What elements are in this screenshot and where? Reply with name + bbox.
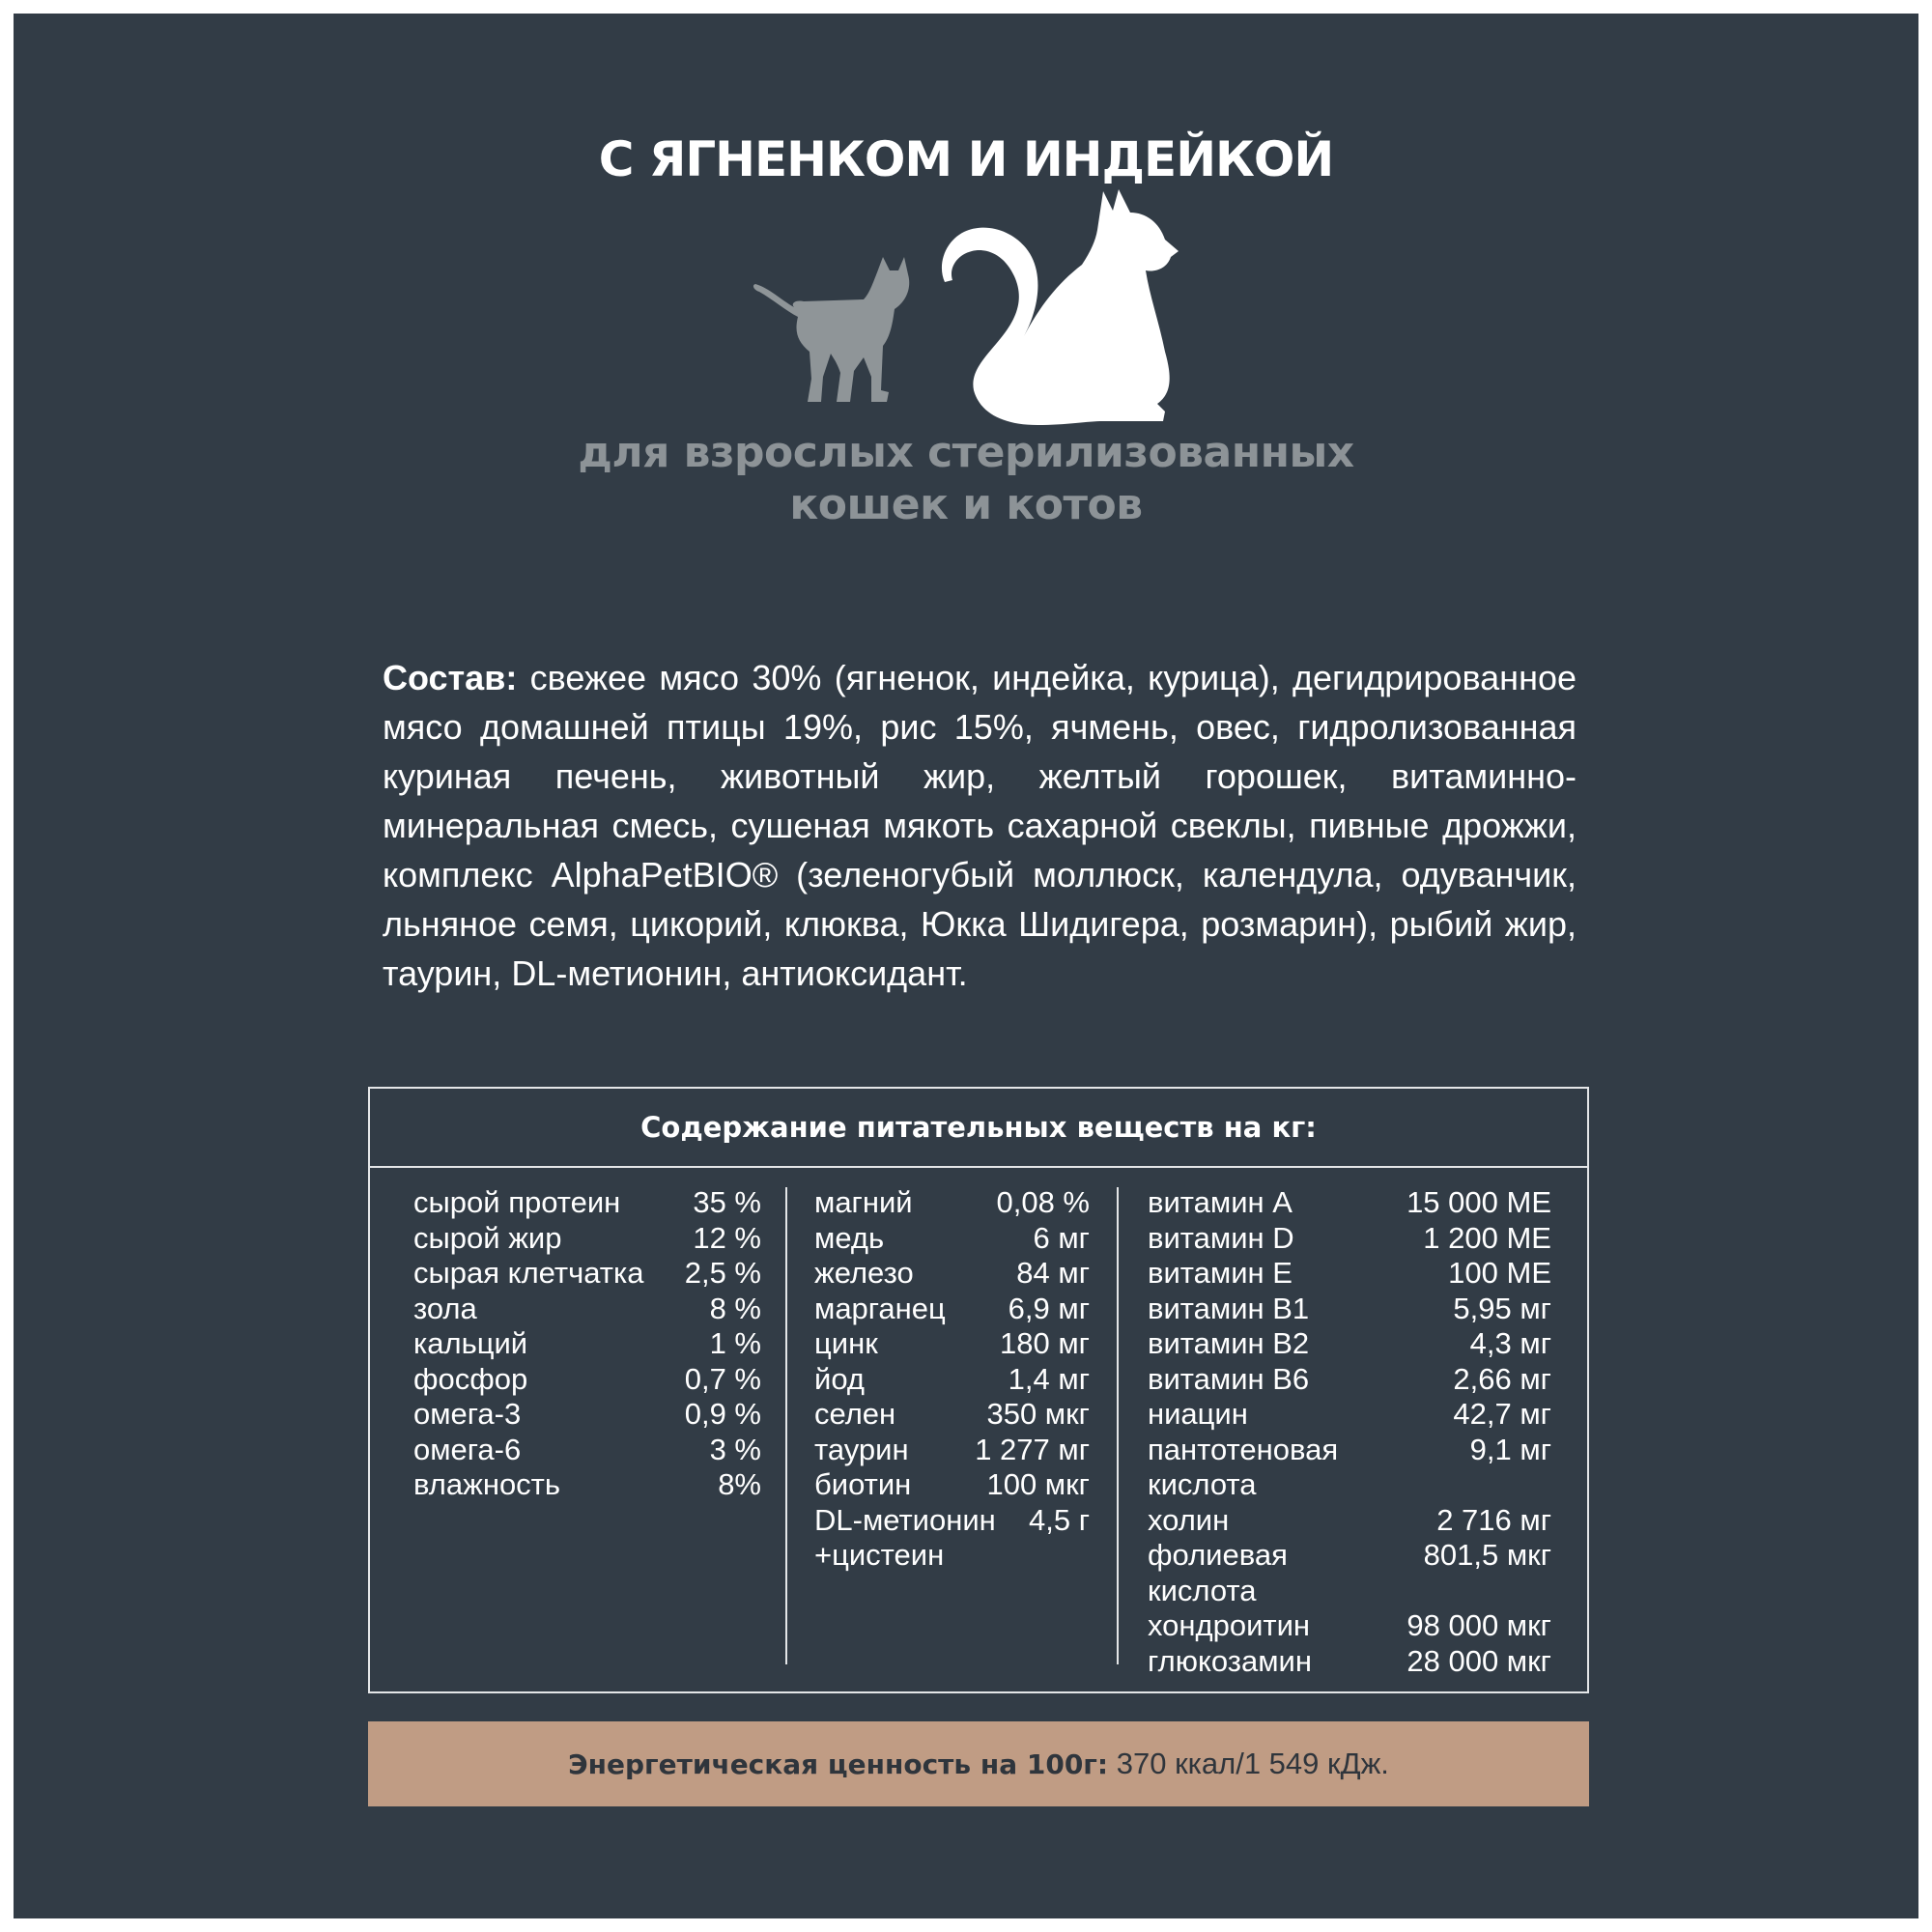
nutrient-name: влажность xyxy=(413,1467,561,1501)
nutrient-value: 98 000 мкг xyxy=(1406,1608,1551,1642)
composition-text xyxy=(383,653,1577,998)
nutrient-name: селен xyxy=(814,1397,896,1431)
nutrient-value: 8 % xyxy=(709,1291,761,1325)
nutrient-value: 5,95 мг xyxy=(1453,1291,1551,1325)
nutrient-name: холин xyxy=(1148,1502,1230,1537)
nutrient-row xyxy=(814,1503,1090,1574)
subtitle-line-2: кошек и котов xyxy=(789,480,1143,529)
nutrient-row xyxy=(814,1185,1090,1221)
composition-ingredients: свежее мясо 30% (ягненок, индейка, курица), дегидрированное мясо домашней птицы 19%, рис 15%, ячмень, овес, гидролизованная куриная печень, животный жир, желтый горошек, витаминно-минеральная смесь, сушеная мякоть сахарной свеклы, пивные дрожжи, комплекс AlphaPetBIO® (зеленогубый моллюск, календула, одуванчик, льняное семя, цикорий, клюква, Юкка Шидигера, розмарин), рыбий жир, таурин, DL-метионин, антиоксидант. xyxy=(383,658,1577,993)
nutrient-value: 1 200 МЕ xyxy=(1423,1220,1551,1255)
nutrient-value: 15 000 МЕ xyxy=(1406,1185,1551,1219)
nutrient-name: витамин В2 xyxy=(1148,1326,1310,1360)
nutrient-value: 35 % xyxy=(693,1185,761,1219)
nutrient-value: 1 % xyxy=(709,1326,761,1360)
nutrient-row xyxy=(1148,1433,1551,1503)
kitten-icon xyxy=(753,257,909,402)
subtitle-line-1: для взрослых стерилизованных xyxy=(578,428,1354,477)
nutrient-row xyxy=(413,1397,761,1433)
package-panel xyxy=(14,14,1918,1918)
nutrient-name: хондроитин xyxy=(1148,1608,1311,1642)
nutrient-row xyxy=(814,1256,1090,1292)
column-divider xyxy=(785,1187,787,1664)
nutrient-name: омега-6 xyxy=(413,1432,522,1466)
nutrient-value: 100 мкг xyxy=(986,1467,1090,1501)
nutrient-table-title: Содержание питательных веществ на кг: xyxy=(370,1089,1587,1168)
nutrient-value: 9,1 мг xyxy=(1469,1432,1551,1466)
nutrient-value: 100 МЕ xyxy=(1448,1256,1551,1290)
nutrient-row xyxy=(814,1397,1090,1433)
nutrient-row xyxy=(1148,1503,1551,1539)
nutrient-row xyxy=(814,1326,1090,1362)
nutrient-name: ниацин xyxy=(1148,1397,1248,1431)
nutrient-name: витамин В1 xyxy=(1148,1291,1310,1325)
nutrient-name: цинк xyxy=(814,1326,878,1360)
nutrient-name: железо xyxy=(814,1256,914,1290)
adult-cat-icon xyxy=(942,189,1179,425)
nutrient-row xyxy=(814,1362,1090,1398)
nutrient-row xyxy=(413,1433,761,1468)
nutrient-name: фосфор xyxy=(413,1361,528,1396)
nutrient-value: 2 716 мг xyxy=(1436,1502,1551,1537)
nutrient-column-3 xyxy=(1148,1185,1551,1679)
energy-value: 370 ккал/1 549 кДж. xyxy=(1108,1747,1389,1780)
nutrient-value: 6,9 мг xyxy=(1008,1291,1090,1325)
nutrient-name: DL-метионин +цистеин xyxy=(814,1502,996,1572)
nutrient-value: 1,4 мг xyxy=(1008,1361,1090,1396)
nutrient-value: 350 мкг xyxy=(986,1397,1090,1431)
nutrient-value: 180 мг xyxy=(1000,1326,1090,1360)
nutrient-name: витамин Е xyxy=(1148,1256,1293,1290)
nutrient-row xyxy=(814,1292,1090,1327)
nutrient-name: сырой жир xyxy=(413,1220,562,1255)
nutrient-row xyxy=(1148,1362,1551,1398)
nutrient-name: марганец xyxy=(814,1291,946,1325)
nutrient-value: 0,9 % xyxy=(684,1397,761,1431)
nutrient-name: витамин А xyxy=(1148,1185,1293,1219)
nutrient-name: магний xyxy=(814,1185,913,1219)
nutrient-row xyxy=(413,1362,761,1398)
nutrient-value: 4,5 г xyxy=(1028,1502,1090,1537)
nutrient-row xyxy=(413,1326,761,1362)
nutrient-row xyxy=(1148,1644,1551,1680)
nutrient-name: витамин В6 xyxy=(1148,1361,1310,1396)
nutrient-column-2 xyxy=(814,1185,1090,1574)
nutrient-row xyxy=(1148,1185,1551,1221)
cat-and-kitten-illustration xyxy=(748,187,1192,429)
nutrient-row xyxy=(1148,1292,1551,1327)
energy-value-band xyxy=(368,1721,1589,1806)
target-audience xyxy=(14,427,1918,531)
nutrient-column-1 xyxy=(413,1185,761,1503)
nutrient-row xyxy=(1148,1397,1551,1433)
nutrient-table xyxy=(368,1087,1589,1693)
nutrient-row xyxy=(1148,1221,1551,1257)
column-divider xyxy=(1117,1187,1119,1664)
nutrient-value: 0,7 % xyxy=(684,1361,761,1396)
energy-label: Энергетическая ценность на 100г: xyxy=(568,1748,1109,1780)
nutrient-row xyxy=(1148,1608,1551,1644)
nutrient-value: 12 % xyxy=(693,1220,761,1255)
nutrient-row xyxy=(1148,1326,1551,1362)
nutrient-name: йод xyxy=(814,1361,865,1396)
nutrient-row xyxy=(1148,1538,1551,1608)
nutrient-row xyxy=(814,1433,1090,1468)
nutrient-row xyxy=(1148,1256,1551,1292)
nutrient-value: 42,7 мг xyxy=(1453,1397,1551,1431)
nutrient-name: фолиевая кислота xyxy=(1148,1538,1288,1607)
nutrient-row xyxy=(413,1221,761,1257)
nutrient-value: 8% xyxy=(718,1467,761,1501)
nutrient-row xyxy=(814,1467,1090,1503)
nutrient-name: зола xyxy=(413,1291,477,1325)
nutrient-value: 84 мг xyxy=(1016,1256,1090,1290)
composition-label: Состав: xyxy=(383,658,518,697)
nutrient-name: биотин xyxy=(814,1467,912,1501)
nutrient-row xyxy=(413,1467,761,1503)
nutrient-value: 28 000 мкг xyxy=(1406,1643,1551,1678)
nutrient-value: 2,5 % xyxy=(684,1256,761,1290)
nutrient-value: 1 277 мг xyxy=(975,1432,1090,1466)
nutrient-name: витамин D xyxy=(1148,1220,1294,1255)
nutrient-value: 0,08 % xyxy=(996,1185,1090,1219)
nutrient-value: 801,5 мкг xyxy=(1423,1538,1551,1572)
nutrient-row xyxy=(413,1256,761,1292)
nutrient-value: 3 % xyxy=(709,1432,761,1466)
nutrient-value: 4,3 мг xyxy=(1469,1326,1551,1360)
nutrient-name: сырая клетчатка xyxy=(413,1256,644,1290)
nutrient-row xyxy=(413,1292,761,1327)
nutrient-name: омега-3 xyxy=(413,1397,522,1431)
nutrient-name: глюкозамин xyxy=(1148,1643,1312,1678)
nutrient-name: пантотеновая кислота xyxy=(1148,1432,1339,1501)
nutrient-value: 6 мг xyxy=(1033,1220,1090,1255)
nutrient-name: медь xyxy=(814,1220,885,1255)
nutrient-name: сырой протеин xyxy=(413,1185,621,1219)
nutrient-row xyxy=(413,1185,761,1221)
nutrient-name: таурин xyxy=(814,1432,909,1466)
nutrient-row xyxy=(814,1221,1090,1257)
nutrient-value: 2,66 мг xyxy=(1453,1361,1551,1396)
nutrient-name: кальций xyxy=(413,1326,528,1360)
product-title: С ЯГНЕНКОМ И ИНДЕЙКОЙ xyxy=(598,131,1334,187)
